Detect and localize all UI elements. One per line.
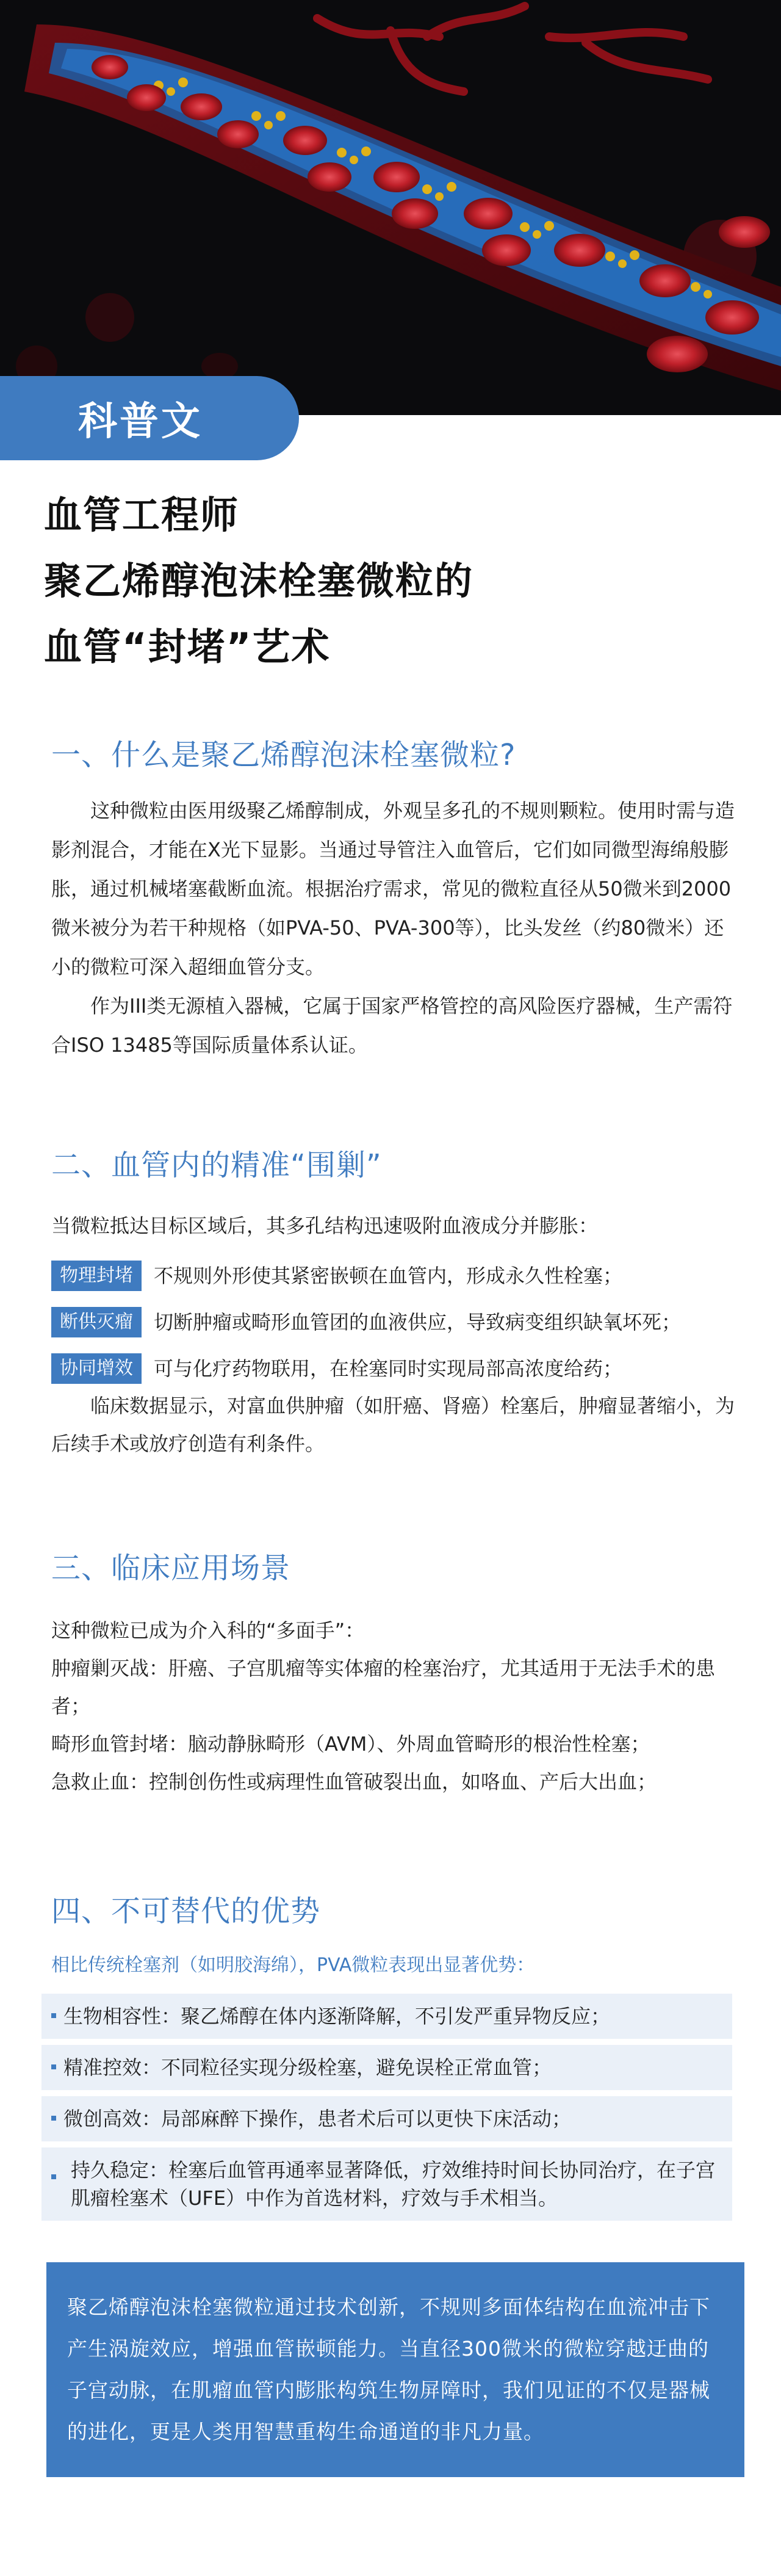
hero-illustration — [0, 0, 781, 415]
section-3-line: 急救止血：控制创伤性或病理性血管破裂出血，如咯血、产后大出血； — [51, 1770, 657, 1793]
article-title — [44, 482, 715, 680]
section-2-intro-text: 当微粒抵达目标区域后，其多孔结构迅速吸附血液成分并膨胀： — [51, 1214, 599, 1237]
section-4-subtitle: 相比传统栓塞剂（如明胶海绵），PVA微粒表现出显著优势： — [51, 1955, 535, 1976]
summary-box — [46, 2262, 744, 2477]
section-3-body — [51, 1612, 735, 1801]
advantage-text: 微创高效：局部麻醉下操作，患者术后可以更快下床活动； — [63, 2107, 572, 2130]
category-tag-label: 科普文 — [78, 399, 203, 444]
bullet-icon — [51, 2013, 56, 2018]
item-text: 不规则外形使其紧密嵌顿在血管内，形成永久性栓塞； — [154, 1264, 623, 1287]
section-3-line: 畸形血管封堵：脑动静脉畸形（AVM）、外周血管畸形的根治性栓塞； — [51, 1732, 650, 1756]
title-line-1: 血管工程师 — [44, 493, 240, 537]
advantage-text: 生物相容性：聚乙烯醇在体内逐渐降解，不引发严重异物反应； — [63, 2005, 611, 2028]
section-2-item — [51, 1350, 741, 1387]
item-badge: 断供灭瘤 — [51, 1307, 142, 1337]
title-line-2: 聚乙烯醇泡沫栓塞微粒的 — [44, 559, 474, 603]
title-line-3: 血管“封堵”艺术 — [44, 624, 331, 669]
bullet-icon — [51, 2064, 56, 2069]
section-1-paragraph-2: 作为III类无源植入器械，它属于国家严格管控的高风险医疗器械，生产需符合ISO 13485等国际质量体系认证。 — [51, 994, 733, 1057]
section-2-clinical — [51, 1387, 735, 1463]
section-1-heading: 一、什么是聚乙烯醇泡沫栓塞微粒? — [51, 738, 516, 772]
section-2-item — [51, 1257, 741, 1294]
section-2-intro — [51, 1207, 741, 1244]
summary-text: 聚乙烯醇泡沫栓塞微粒通过技术创新，不规则多面体结构在血流冲击下产生涡旋效应，增强血管嵌顿能力。当直径300微米的微粒穿越迂曲的子宫动脉，在肌瘤血管内膨胀构筑生物屏障时，我们见证的不仅是器械的进化，更是人类用智慧重构生命通道的非凡力量。 — [67, 2295, 710, 2444]
section-1-paragraph-1: 这种微粒由医用级聚乙烯醇制成，外观呈多孔的不规则颗粒。使用时需与造影剂混合，才能在X光下显影。当通过导管注入血管后，它们如同微型海绵般膨胀，通过机械堵塞截断血流。根据治疗需求，常见的微粒直径从50微米到2000微米被分为若干种规格（如PVA-50、PVA-300等），比头发丝（约80微米）还小的微粒可深入超细血管分支。 — [51, 799, 735, 979]
item-text: 可与化疗药物联用，在栓塞同时实现局部高浓度给药； — [154, 1357, 623, 1380]
advantage-item — [41, 2045, 732, 2090]
section-2-item — [51, 1304, 741, 1340]
bullet-icon — [51, 2174, 56, 2179]
blood-vessel-image — [0, 0, 781, 415]
advantage-text: 精准控效：不同粒径实现分级栓塞，避免误栓正常血管； — [63, 2056, 552, 2079]
item-badge: 物理封堵 — [51, 1261, 142, 1291]
item-text: 切断肿瘤或畸形血管团的血液供应，导致病变组织缺氧坏死； — [154, 1311, 682, 1334]
section-1-body — [51, 791, 735, 1065]
section-3-heading: 三、临床应用场景 — [51, 1551, 291, 1585]
section-3-line: 这种微粒已成为介入科的“多面手”： — [51, 1619, 365, 1642]
advantage-item — [41, 1994, 732, 2039]
advantage-text: 持久稳定：栓塞后血管再通率显著降低，疗效维持时间长协同治疗，在子宫肌瘤栓塞术（UFE）中作为首选材料，疗效与手术相当。 — [71, 2158, 716, 2210]
advantage-item — [41, 2147, 732, 2221]
section-4-heading: 四、不可替代的优势 — [51, 1894, 321, 1928]
item-badge: 协同增效 — [51, 1353, 142, 1384]
section-2-heading: 二、血管内的精准“围剿” — [51, 1148, 382, 1182]
bullet-icon — [51, 2116, 56, 2121]
category-tag — [0, 376, 299, 460]
advantage-item — [41, 2096, 732, 2141]
section-3-line: 肿瘤剿灭战：肝癌、子宫肌瘤等实体瘤的栓塞治疗，尤其适用于无法手术的患者； — [51, 1657, 716, 1718]
section-2-clinical-text: 临床数据显示，对富血供肿瘤（如肝癌、肾癌）栓塞后，肿瘤显著缩小，为后续手术或放疗创造有利条件。 — [51, 1394, 735, 1455]
